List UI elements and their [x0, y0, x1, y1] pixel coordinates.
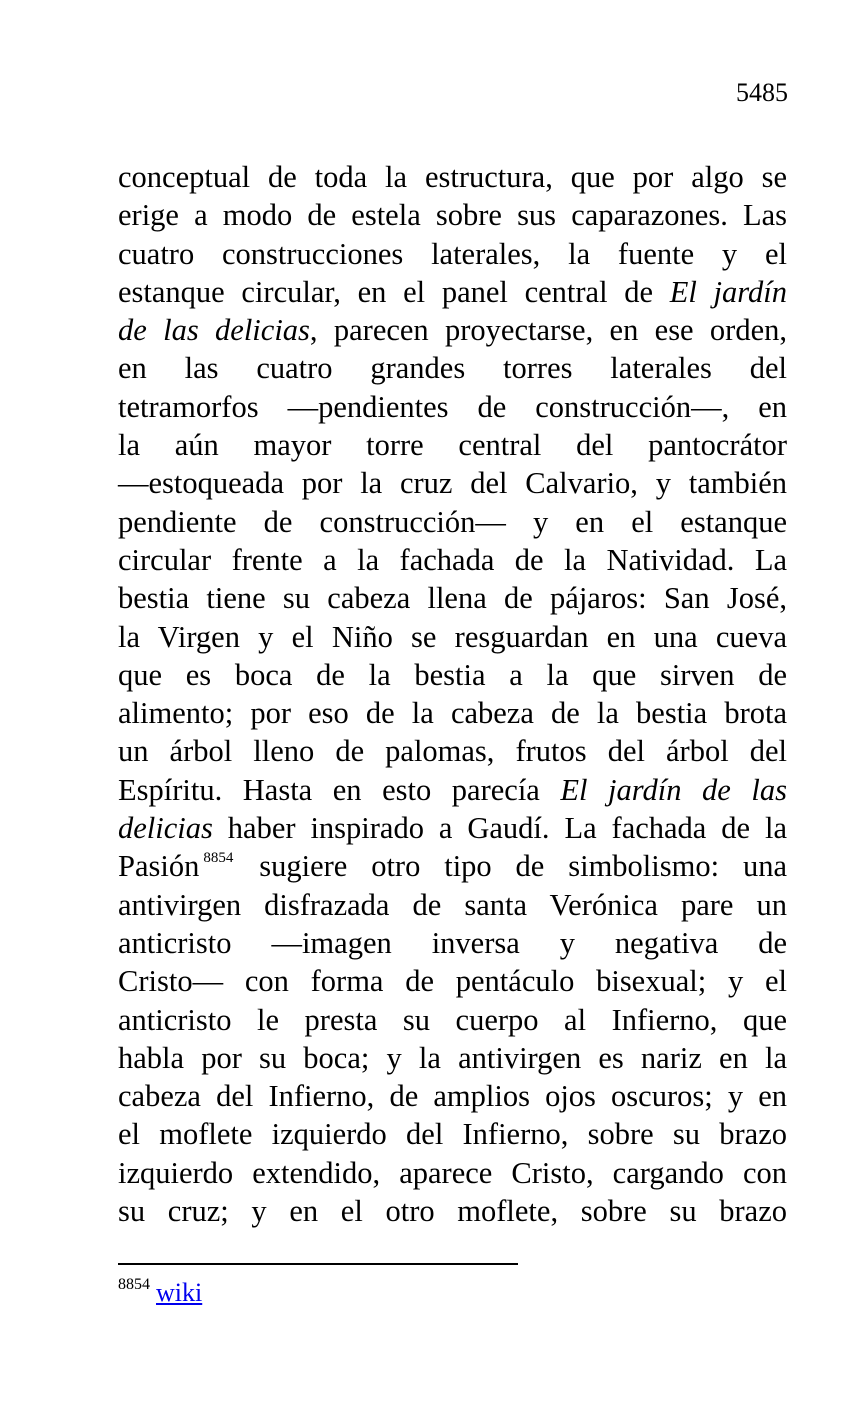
- text-line: de las delicias, parecen proyectarse, en ese orden,: [118, 313, 787, 348]
- text-line: erige a modo de estela sobre sus caparazones. Las: [118, 198, 787, 233]
- text-line: que es boca de la bestia a la que sirven de: [118, 657, 787, 692]
- footnote-number: 8854: [118, 1276, 150, 1293]
- text-line: —estoqueada por la cruz del Calvario, y también: [118, 466, 787, 501]
- book-title-italic: El jardín: [669, 274, 787, 309]
- text-line: circular frente a la fachada de la Natividad. La: [118, 542, 787, 577]
- text-line: estanque circular, en el panel central de El jardín: [118, 274, 787, 309]
- text-line: un árbol lleno de palomas, frutos del árbol del: [118, 734, 787, 769]
- text-line: habla por su boca; y la antivirgen es nariz en la: [118, 1040, 787, 1075]
- text-line: cabeza del Infierno, de amplios ojos oscuros; y en: [118, 1079, 787, 1114]
- book-title-italic: El jardín de las: [560, 772, 787, 807]
- text-line: Cristo— con forma de pentáculo bisexual; y el: [118, 964, 787, 999]
- text-line: la aún mayor torre central del pantocrátor: [118, 428, 787, 463]
- page-number: 5485: [736, 78, 788, 107]
- book-title-italic: delicias: [118, 811, 213, 846]
- text-line: cuatro construcciones laterales, la fuente y el: [118, 236, 787, 271]
- footnote-divider: [118, 1263, 518, 1265]
- text-line: Espíritu. Hasta en esto parecía El jardín de las: [118, 772, 787, 807]
- text-line: alimento; por eso de la cabeza de la bestia brota: [118, 696, 787, 731]
- footnote: [118, 1278, 202, 1308]
- text-line: anticristo le presta su cuerpo al Infierno, que: [118, 1002, 787, 1037]
- text-line: la Virgen y el Niño se resguardan en una cueva: [118, 619, 787, 654]
- footnote-reference[interactable]: 8854: [203, 850, 234, 867]
- text-line: conceptual de toda la estructura, que por algo se: [118, 160, 787, 194]
- text-line: izquierdo extendido, aparece Cristo, cargando con: [118, 1155, 787, 1190]
- book-title-italic: de las delicias: [118, 313, 310, 348]
- text-line: bestia tiene su cabeza llena de pájaros: San José,: [118, 581, 787, 616]
- text-line: pendiente de construcción— y en el estanque: [118, 504, 787, 539]
- text-line: Pasión $^{8854}$ sugiere otro tipo de simbolismo: una: [118, 849, 787, 884]
- footnote-wiki-link[interactable]: wiki: [156, 1278, 203, 1307]
- text-line: el moflete izquierdo del Infierno, sobre su brazo: [118, 1117, 787, 1152]
- text-line: tetramorfos —pendientes de construcción—, en: [118, 389, 787, 424]
- text-line: en las cuatro grandes torres laterales del: [118, 351, 787, 386]
- text-line: antivirgen disfrazada de santa Verónica pare un: [118, 887, 787, 922]
- text-line: delicias haber inspirado a Gaudí. La fachada de la: [118, 811, 787, 846]
- text-line: anticristo —imagen inversa y negativa de: [118, 925, 787, 960]
- body-text: [118, 158, 787, 1230]
- text-line: su cruz; y en el otro moflete, sobre su brazo: [118, 1194, 787, 1229]
